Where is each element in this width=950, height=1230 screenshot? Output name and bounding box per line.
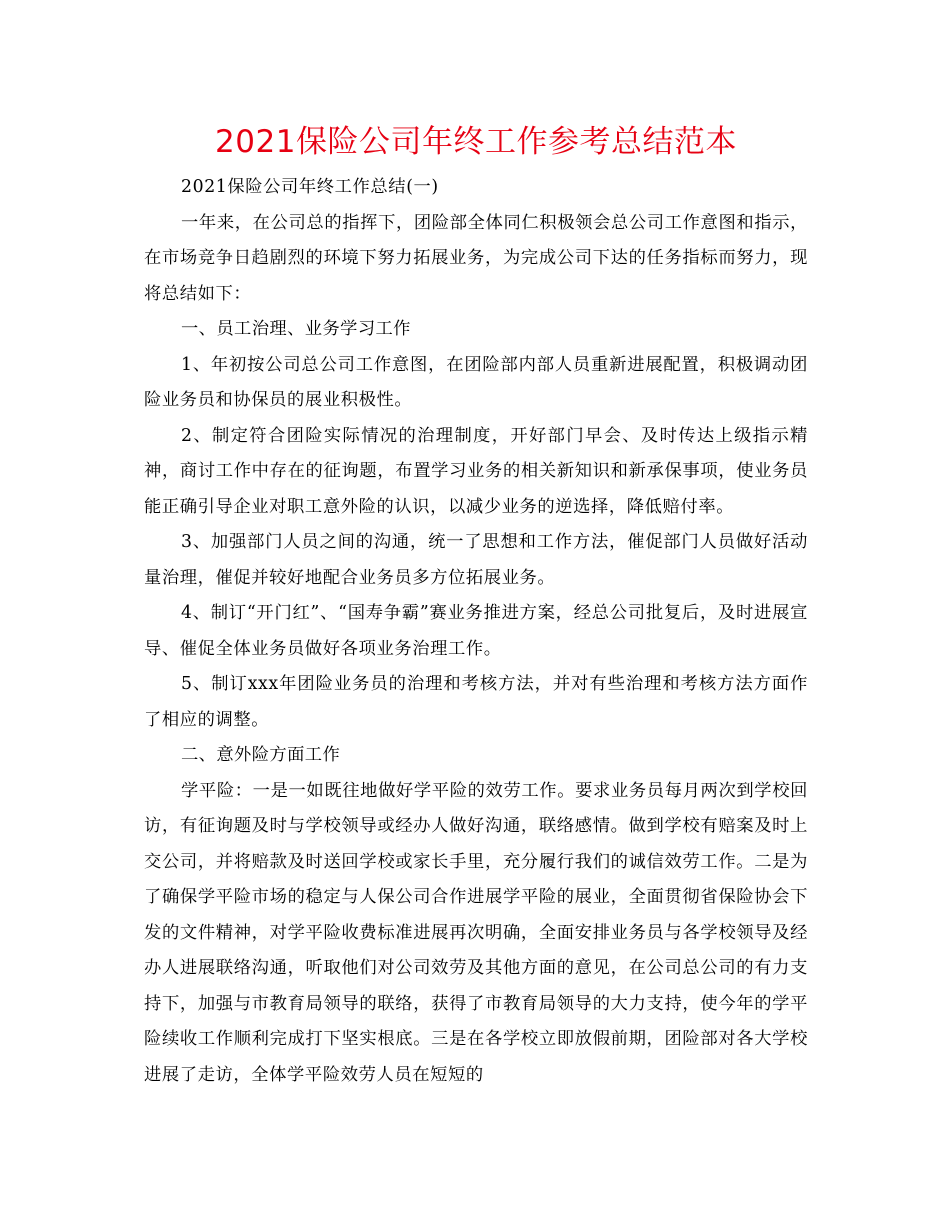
body-paragraph: 5、制订xxx年团险业务员的治理和考核方法，并对有些治理和考核方法方面作了相应的调整。: [144, 674, 808, 730]
summary-subtitle: 2021保险公司年终工作总结(一): [181, 177, 439, 197]
document-title: 2021保险公司年终工作参考总结范本: [215, 124, 737, 160]
body-paragraph: 3、加强部门人员之间的沟通，统一了思想和工作方法，催促部门人员做好活动量治理，催促并较好地配合业务员多方位拓展业务。: [144, 532, 808, 588]
section-heading-staff: 一、员工治理、业务学习工作: [181, 319, 411, 339]
intro-paragraph: 一年来，在公司总的指挥下，团险部全体同仁积极领会总公司工作意图和指示，在市场竞争日趋剧烈的环境下努力拓展业务，为完成公司下达的任务指标而努力，现将总结如下：: [144, 212, 808, 304]
document-page: [144, 118, 808, 1093]
body-paragraph: 学平险：一是一如既往地做好学平险的效劳工作。要求业务员每月两次到学校回访，有征询题及时与学校领导或经办人做好沟通，联络感情。做到学校有赔案及时上交公司，并将赔款及时送回学校或家长手里，充分履行我们的诚信效劳工作。二是为了确保学平险市场的稳定与人保公司合作进展学平险的展业，全面贯彻省保险协会下发的文件精神，对学平险收费标准进展再次明确，全面安排业务员与各学校领导及经办人进展联络沟通，听取他们对公司效劳及其他方面的意见，在公司总公司的有力支持下，加强与市教育局领导的联络，获得了市教育局领导的大力支持，使今年的学平险续收工作顺利完成打下坚实根底。三是在各学校立即放假前期，团险部对各大学校进展了走访，全体学平险效劳人员在短短的: [144, 780, 808, 1085]
body-paragraph: 1、年初按公司总公司工作意图，在团险部内部人员重新进展配置，积极调动团险业务员和协保员的展业积极性。: [144, 354, 808, 410]
section-heading-accident-insurance: 二、意外险方面工作: [181, 745, 341, 765]
body-paragraph: 2、制定符合团险实际情况的治理制度，开好部门早会、及时传达上级指示精神，商讨工作中存在的征询题，布置学习业务的相关新知识和新承保事项，使业务员能正确引导企业对职工意外险的认识，以减少业务的逆选择，降低赔付率。: [144, 425, 808, 517]
body-paragraph: 4、制订“开门红”、“国寿争霸”赛业务推进方案，经总公司批复后，及时进展宣导、催促全体业务员做好各项业务治理工作。: [144, 603, 808, 659]
